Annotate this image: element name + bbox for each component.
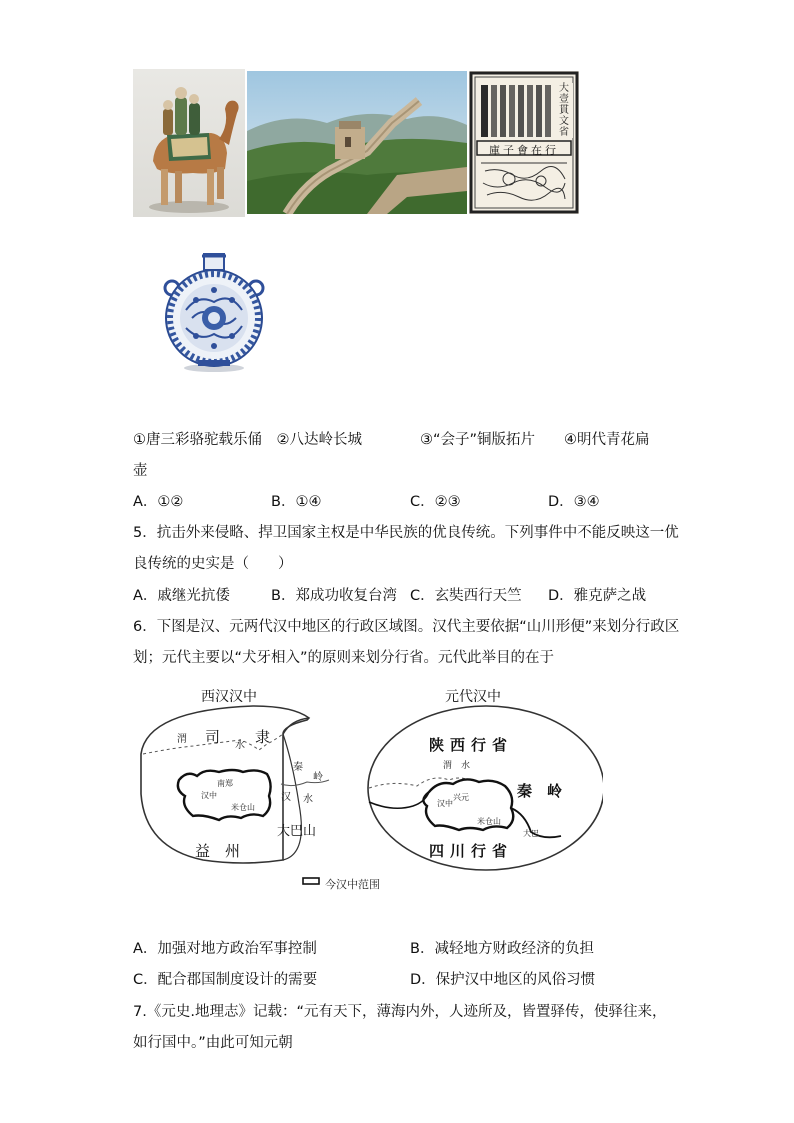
map-right-label-qinling: 秦 岭 bbox=[517, 782, 563, 800]
map-left-label-shui1: 水 bbox=[235, 740, 245, 751]
q6-option-d[interactable]: D．保护汉中地区的风俗习惯 bbox=[410, 972, 596, 988]
map-left-label-shui2: 水 bbox=[303, 794, 313, 805]
q5-stem-line1: 5．抗击外来侵略、捍卫国家主权是中华民族的优良传统。下列事件中不能反映这一优 bbox=[133, 525, 679, 541]
q5-option-a[interactable]: A．戚继光抗倭 bbox=[133, 588, 230, 604]
q6-stem-line2: 划；元代主要以“犬牙相入”的原则来划分行省。元代此举目的在于 bbox=[133, 650, 555, 666]
q6-option-b[interactable]: B．减轻地方财政经济的负担 bbox=[410, 941, 594, 957]
map-left-label-wei: 渭 bbox=[177, 734, 187, 745]
q5-option-d[interactable]: D．雅克萨之战 bbox=[548, 588, 647, 604]
map-left-label-nanzheng: 南郑 bbox=[217, 779, 233, 788]
print-banner-text: 行在會子庫 bbox=[489, 144, 559, 157]
q7-stem-line2: 如行国中。”由此可知元朝 bbox=[133, 1035, 293, 1051]
map-right-label-micang: 米仓山 bbox=[477, 817, 501, 826]
map-right-label-sichuan: 四川行省 bbox=[429, 842, 514, 860]
map-left-label-micang: 米仓山 bbox=[231, 803, 255, 812]
map-left-label-dabashan: 大巴山 bbox=[277, 824, 317, 839]
great-wall-image bbox=[247, 71, 467, 214]
q5-option-b[interactable]: B．郑成功收复台湾 bbox=[271, 588, 397, 604]
map-legend-label: 今汉中范围 bbox=[325, 878, 380, 891]
q4-option-a[interactable]: A．①② bbox=[133, 494, 184, 510]
map-left-label-li: 隶 bbox=[255, 728, 271, 746]
huizi-print-image bbox=[469, 71, 579, 214]
map-right-label-hanzhong: 汉中 bbox=[437, 799, 453, 808]
map-right-title: 元代汉中 bbox=[445, 689, 501, 705]
map-right-label-shaanxi: 陕西行省 bbox=[429, 736, 514, 754]
map-left-label-han: 汉 bbox=[281, 792, 291, 803]
map-left-label-hanzhong: 汉中 bbox=[201, 791, 217, 800]
map-right-label-weishui: 渭 水 bbox=[443, 761, 471, 771]
q4-option-b[interactable]: B．①④ bbox=[271, 494, 322, 510]
map-left-label-qin: 秦 bbox=[293, 762, 303, 773]
q4-option-d[interactable]: D．③④ bbox=[548, 494, 600, 510]
q5-stem-line2: 良传统的史实是（ ） bbox=[133, 556, 293, 572]
q6-option-a[interactable]: A．加强对地方政治军事控制 bbox=[133, 941, 317, 957]
map-right-label-xingyuan: 兴元 bbox=[453, 793, 469, 802]
map-right-label-daba: 大巴 bbox=[523, 829, 539, 838]
q7-stem-line1: 7.《元史.地理志》记载：“元有天下，薄海内外，人迹所及，皆置驿传，使驿往来， bbox=[133, 1004, 667, 1020]
q4-items-line2: 壶 bbox=[133, 463, 148, 479]
q6-stem-line1: 6．下图是汉、元两代汉中地区的行政区域图。汉代主要依据“山川形便”来划分行政区 bbox=[133, 619, 680, 635]
q4-items-line1: ①唐三彩骆驼载乐俑 ②八达岭长城 ③“会子”铜版拓片 ④明代青花扁 bbox=[133, 432, 650, 448]
han-yuan-hanzhong-map bbox=[133, 684, 603, 894]
map-left-label-ling: 岭 bbox=[313, 772, 323, 783]
map-left-label-yizhou: 益 州 bbox=[195, 842, 241, 860]
blue-white-flask-image bbox=[152, 250, 276, 374]
q4-option-c[interactable]: C．②③ bbox=[410, 494, 461, 510]
camel-figurine-image bbox=[133, 69, 245, 217]
print-top-right-text: 大壹貫文省 bbox=[559, 83, 573, 138]
map-left-title: 西汉汉中 bbox=[201, 689, 257, 705]
map-left-label-si: 司 bbox=[205, 728, 221, 746]
q5-option-c[interactable]: C．玄奘西行天竺 bbox=[410, 588, 522, 604]
q6-option-c[interactable]: C．配合郡国制度设计的需要 bbox=[133, 972, 318, 988]
